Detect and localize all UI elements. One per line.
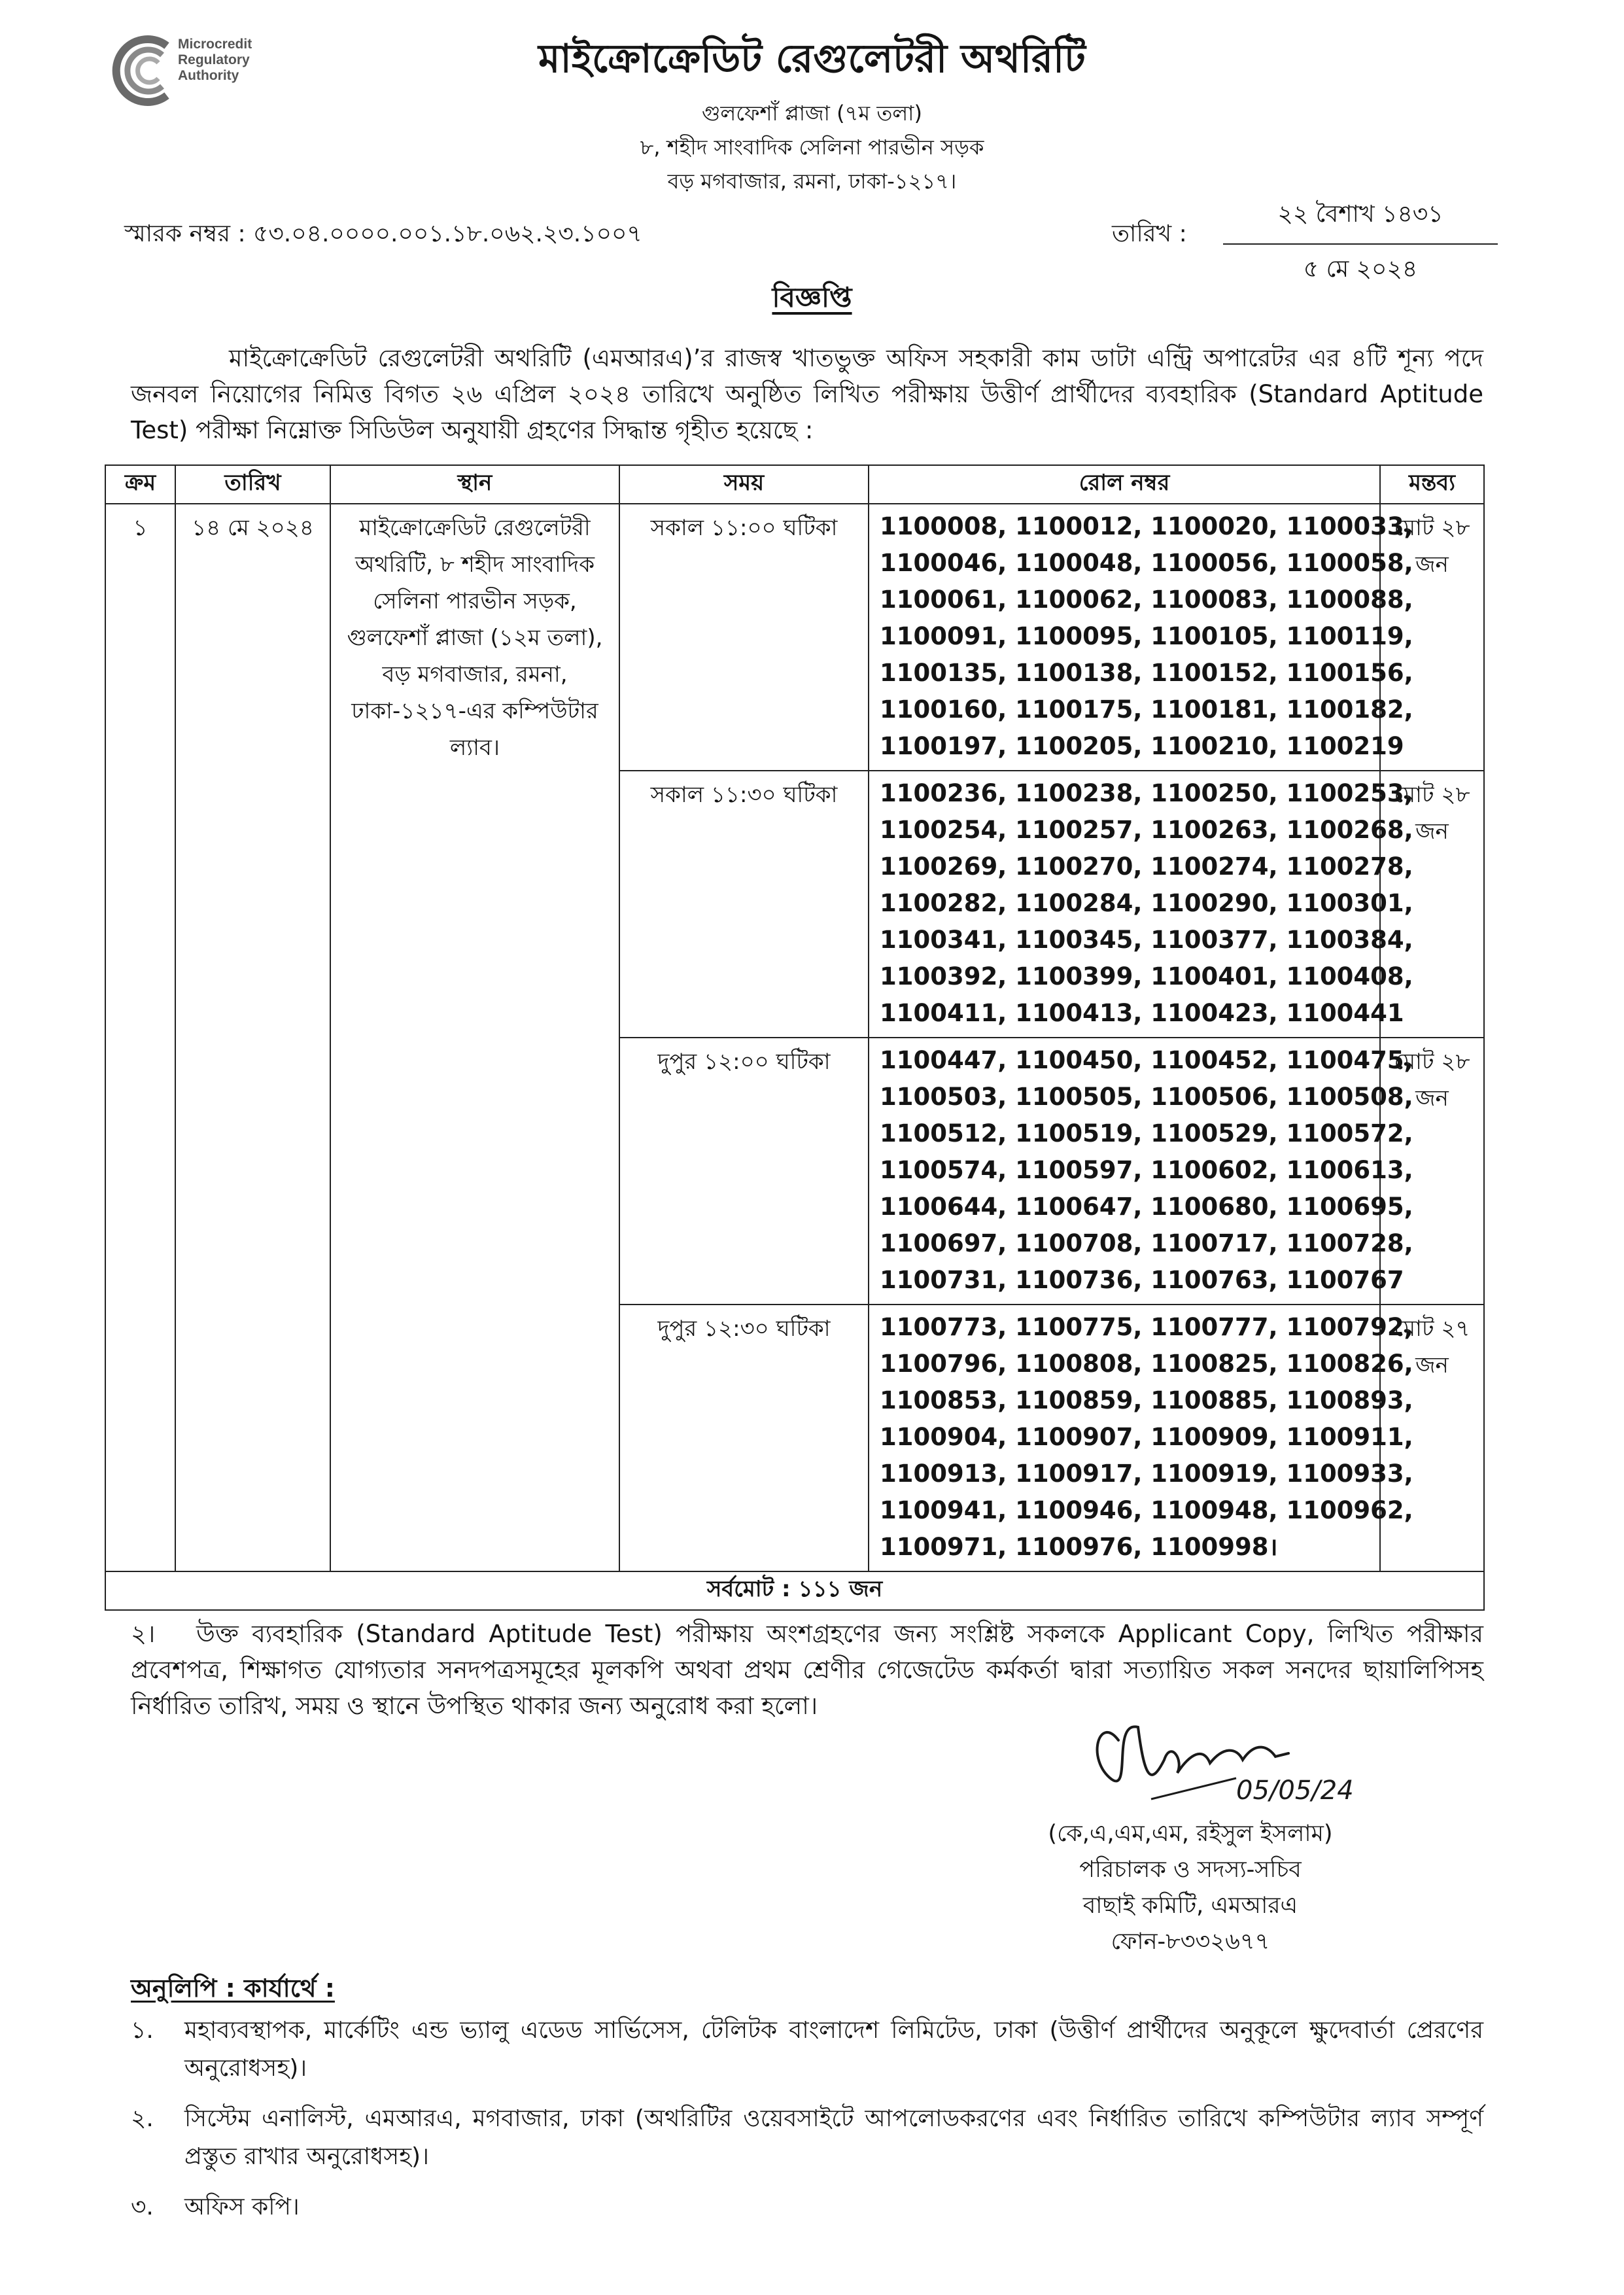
serial-cell: ১ xyxy=(105,504,175,1571)
copy-item-text: সিস্টেম এনালিস্ট, এমআরএ, মগবাজার, ঢাকা (অথরিটির ওয়েবসাইটে আপলোডকরণের এবং নির্ধারিত তারিখে কম্পিউটার ল্যাব সম্পূর্ণ প্রস্তুত রাখার অনুরোধসহ)। xyxy=(184,2105,1483,2170)
note-text: উক্ত ব্যবহারিক (Standard Aptitude Test) পরীক্ষায় অংশগ্রহণের জন্য সংশ্লিষ্ট সকলকে Applicant Copy, লিখিত পরীক্ষার প্রবেশপত্র, শিক্ষাগত যোগ্যতার সনদপত্রসমূহের মূলকপি অথবা প্রথম শ্রেণীর গেজেটেড কর্মকর্তা দ্বারা সত্যায়িত সকল সনদের ছায়ালিপিসহ নির্ধারিত তারিখ, সময় ও স্থানে উপস্থিত থাকার জন্য অনুরোধ করা হলো। xyxy=(131,1620,1483,1720)
signatory-committee: বাছাই কমিটি, এমআরএ xyxy=(1082,1893,1298,1919)
notice-title xyxy=(0,276,1624,323)
copy-item xyxy=(131,2012,1483,2088)
grand-total: সর্বমোট : ১১১ জন xyxy=(105,1571,1484,1610)
copy-item-number: ২. xyxy=(131,2105,154,2132)
copy-item-text: মহাব্যবস্থাপক, মার্কেটিং এন্ড ভ্যালু এডেড সার্ভিসেস, টেলিটক বাংলাদেশ লিমিটেড, ঢাকা (উত্তীর্ণ প্রার্থীদের অনুকূলে ক্ষুদেবার্তা প্রেরণের অনুরোধসহ)। xyxy=(184,2017,1483,2082)
col-header-remark: মন্তব্য xyxy=(1380,465,1484,504)
roll-line: 1100254, 1100257, 1100263, 1100268, xyxy=(880,816,1413,844)
org-name: মাইক্রোক্রেডিট রেগুলেটরী অথরিটি xyxy=(538,36,1086,82)
roll-line: 1100160, 1100175, 1100181, 1100182, xyxy=(880,695,1413,724)
roll-line: 1100046, 1100048, 1100056, 1100058, xyxy=(880,549,1413,577)
roll-line: 1100008, 1100012, 1100020, 1100033, xyxy=(880,512,1413,540)
venue-cell: মাইক্রোক্রেডিট রেগুলেটরী অথরিটি, ৮ শহীদ সাংবাদিক সেলিনা পারভীন সড়ক, গুলফেশাঁ প্লাজা (১২ম তলা), বড় মগবাজার, রমনা, ঢাকা-১২১৭-এর কম্পিউটার ল্যাব। xyxy=(330,504,619,1571)
logo-line: Regulatory xyxy=(178,52,250,67)
schedule-table xyxy=(105,464,1485,1611)
table-total-row xyxy=(105,1571,1484,1610)
logo-line: Microcredit xyxy=(178,37,252,52)
roll-line: 1100503, 1100505, 1100506, 1100508, xyxy=(880,1083,1413,1111)
note-number: ২। xyxy=(131,1620,156,1648)
date-english: ৫ মে ২০২৪ xyxy=(1303,256,1418,283)
signatory-designation: পরিচালক ও সদস্য-সচিব xyxy=(1079,1857,1302,1883)
copy-title xyxy=(131,1969,335,2011)
col-header-date: তারিখ xyxy=(175,465,330,504)
roll-line: 1100796, 1100808, 1100825, 1100826, xyxy=(880,1350,1413,1378)
col-header-time: সময় xyxy=(619,465,869,504)
roll-line: 1100197, 1100205, 1100210, 1100219 xyxy=(880,732,1404,760)
time-cell: দুপুর ১২:০০ ঘটিকা xyxy=(619,1038,869,1305)
roll-line: 1100731, 1100736, 1100763, 1100767 xyxy=(880,1266,1404,1294)
copy-item xyxy=(131,2188,1483,2226)
date-label: তারিখ : xyxy=(1112,220,1187,247)
copy-item xyxy=(131,2100,1483,2176)
roll-line: 1100447, 1100450, 1100452, 1100475, xyxy=(880,1046,1413,1074)
roll-line: 1100269, 1100270, 1100274, 1100278, xyxy=(880,852,1413,881)
col-header-roll: রোল নম্বর xyxy=(869,465,1380,504)
address-line: গুলফেশাঁ প্লাজা (৭ম তলা) xyxy=(702,101,922,126)
intro-paragraph xyxy=(131,340,1483,448)
roll-line: 1100697, 1100708, 1100717, 1100728, xyxy=(880,1229,1413,1257)
roll-line: 1100941, 1100946, 1100948, 1100962, xyxy=(880,1496,1413,1524)
time-cell: সকাল ১১:০০ ঘটিকা xyxy=(619,504,869,771)
copy-item-number: ৩. xyxy=(131,2194,154,2220)
roll-line: 1100773, 1100775, 1100777, 1100792, xyxy=(880,1313,1413,1341)
col-header-venue: স্থান xyxy=(330,465,619,504)
notice-title-text: বিজ্ঞপ্তি xyxy=(772,281,852,313)
roll-line: 1100411, 1100413, 1100423, 1100441 xyxy=(880,999,1404,1027)
roll-line: 1100574, 1100597, 1100602, 1100613, xyxy=(880,1156,1413,1184)
table-header-row xyxy=(105,465,1484,504)
date-cell: ১৪ মে ২০২৪ xyxy=(175,504,330,1571)
intro-text: মাইক্রোক্রেডিট রেগুলেটরী অথরিটি (এমআরএ)’র রাজস্ব খাতভুক্ত অফিস সহকারী কাম ডাটা এন্ট্রি অপারেটর এর ৪টি শূন্য পদে জনবল নিয়োগের নিমিত্ত বিগত ২৬ এপ্রিল ২০২৪ তারিখে অনুষ্ঠিত লিখিত পরীক্ষায় উত্তীর্ণ প্রার্থীদের ব্যবহারিক (Standard Aptitude Test) পরীক্ষা নিম্নোক্ত সিডিউল অনুযায়ী গ্রহণের সিদ্ধান্ত গৃহীত হয়েছে : xyxy=(131,344,1483,444)
roll-line: 1100392, 1100399, 1100401, 1100408, xyxy=(880,962,1413,990)
roll-line: 1100091, 1100095, 1100105, 1100119, xyxy=(880,622,1413,650)
roll-line: 1100853, 1100859, 1100885, 1100893, xyxy=(880,1386,1413,1414)
roll-line: 1100913, 1100917, 1100919, 1100933, xyxy=(880,1460,1413,1488)
copy-title-text: অনুলিপি : কার্যার্থে : xyxy=(131,1974,335,2003)
roll-line: 1100644, 1100647, 1100680, 1100695, xyxy=(880,1193,1413,1221)
roll-line: 1100282, 1100284, 1100290, 1100301, xyxy=(880,889,1413,917)
roll-cell xyxy=(869,1038,1413,1305)
roll-line: 1100061, 1100062, 1100083, 1100088, xyxy=(880,586,1413,614)
time-cell: দুপুর ১২:৩০ ঘটিকা xyxy=(619,1305,869,1571)
address-line: ৮, শহীদ সাংবাদিক সেলিনা পারভীন সড়ক xyxy=(640,135,984,160)
date-bangla: ২২ বৈশাখ ১৪৩১ xyxy=(1223,196,1498,245)
memo-number: স্মারক নম্বর : ৫৩.০৪.০০০০.০০১.১৮.০৬২.২৩.১০০৭ xyxy=(124,220,642,247)
signatory-name: (কে,এ,এম,এম, রইসুল ইসলাম) xyxy=(1048,1821,1333,1847)
signatory-phone: ফোন-৮৩৩২৬৭৭ xyxy=(1111,1929,1270,1955)
roll-cell xyxy=(869,504,1413,771)
table-row xyxy=(105,504,1484,771)
roll-line: 1100341, 1100345, 1100377, 1100384, xyxy=(880,926,1413,954)
remark-cell: মোট ২৮ জন xyxy=(1380,504,1484,771)
roll-cell xyxy=(869,771,1413,1038)
roll-line: 1100971, 1100976, 1100998। xyxy=(880,1533,1278,1561)
roll-cell xyxy=(869,1305,1413,1571)
roll-line: 1100236, 1100238, 1100250, 1100253, xyxy=(880,779,1413,807)
logo-line: Authority xyxy=(178,68,239,83)
roll-line: 1100512, 1100519, 1100529, 1100572, xyxy=(880,1119,1413,1148)
roll-line: 1100135, 1100138, 1100152, 1100156, xyxy=(880,659,1413,687)
copy-item-text: অফিস কপি। xyxy=(184,2194,300,2220)
copy-item-number: ১. xyxy=(131,2017,154,2044)
col-header-serial: ক্রম xyxy=(105,465,175,504)
address-line: বড় মগবাজার, রমনা, ঢাকা-১২১৭। xyxy=(667,169,957,194)
remark-cell: মোট ২৮ জন xyxy=(1380,771,1484,1038)
remark-cell: মোট ২৮ জন xyxy=(1380,1038,1484,1305)
time-cell: সকাল ১১:৩০ ঘটিকা xyxy=(619,771,869,1038)
signature-date: 05/05/24 xyxy=(1236,1776,1354,1806)
remark-cell: মোট ২৭ জন xyxy=(1380,1305,1484,1571)
handwritten-signature xyxy=(1073,1701,1360,1812)
roll-line: 1100904, 1100907, 1100909, 1100911, xyxy=(880,1423,1413,1451)
